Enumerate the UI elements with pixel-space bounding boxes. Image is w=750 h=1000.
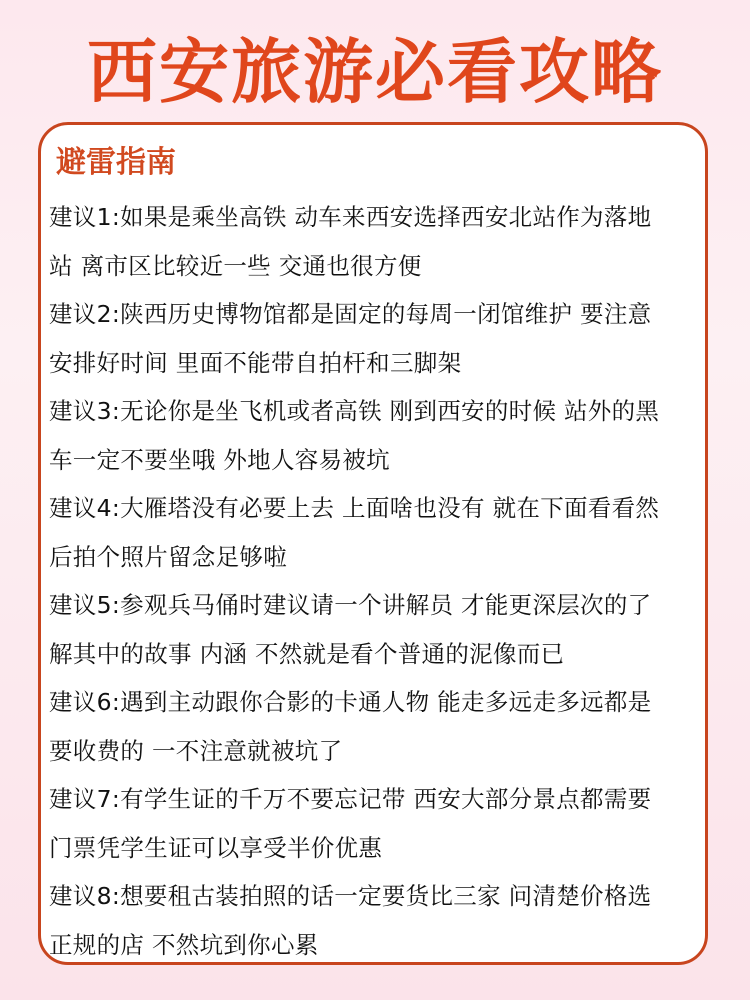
tip-2-line-2: 安排好时间 里面不能带自拍杆和三脚架 — [49, 348, 462, 377]
tip-6 — [49, 678, 709, 775]
page-title: 西安旅游必看攻略 — [87, 31, 663, 113]
tips-list — [49, 193, 709, 969]
tip-4 — [49, 484, 709, 581]
tip-1 — [49, 193, 709, 290]
tip-7-line-1: 建议7:有学生证的千万不要忘记带 西安大部分景点都需要 — [49, 785, 652, 813]
tip-4-line-2: 后拍个照片留念足够啦 — [49, 542, 287, 571]
tip-8-line-1: 建议8:想要租古装拍照的话一定要货比三家 问清楚价格选 — [49, 882, 652, 910]
tip-2 — [49, 290, 709, 387]
tip-8-line-2: 正规的店 不然坑到你心累 — [49, 930, 319, 959]
tip-1-line-1: 建议1:如果是乘坐高铁 动车来西安选择西安北站作为落地 — [49, 203, 652, 231]
tip-5-line-2: 解其中的故事 内涵 不然就是看个普通的泥像而已 — [49, 639, 565, 668]
tip-1-line-2: 站 离市区比较近一些 交通也很方便 — [49, 251, 422, 280]
tip-6-line-1: 建议6:遇到主动跟你合影的卡通人物 能走多远走多远都是 — [49, 688, 652, 716]
tip-6-line-2: 要收费的 一不注意就被坑了 — [49, 736, 343, 765]
tip-8 — [49, 872, 709, 969]
section-title: 避雷指南 — [56, 145, 176, 180]
tip-7-line-2: 门票凭学生证可以享受半价优惠 — [49, 833, 383, 862]
tip-3 — [49, 387, 709, 484]
tip-3-line-1: 建议3:无论你是坐飞机或者高铁 刚到西安的时候 站外的黑 — [49, 397, 660, 425]
tip-7 — [49, 775, 709, 872]
tip-5 — [49, 581, 709, 678]
guide-card — [38, 122, 708, 965]
tip-5-line-1: 建议5:参观兵马俑时建议请一个讲解员 才能更深层次的了 — [49, 591, 652, 619]
tip-3-line-2: 车一定不要坐哦 外地人容易被坑 — [49, 445, 390, 474]
tip-4-line-1: 建议4:大雁塔没有必要上去 上面啥也没有 就在下面看看然 — [49, 494, 660, 522]
tip-2-line-1: 建议2:陕西历史博物馆都是固定的每周一闭馆维护 要注意 — [49, 300, 652, 328]
